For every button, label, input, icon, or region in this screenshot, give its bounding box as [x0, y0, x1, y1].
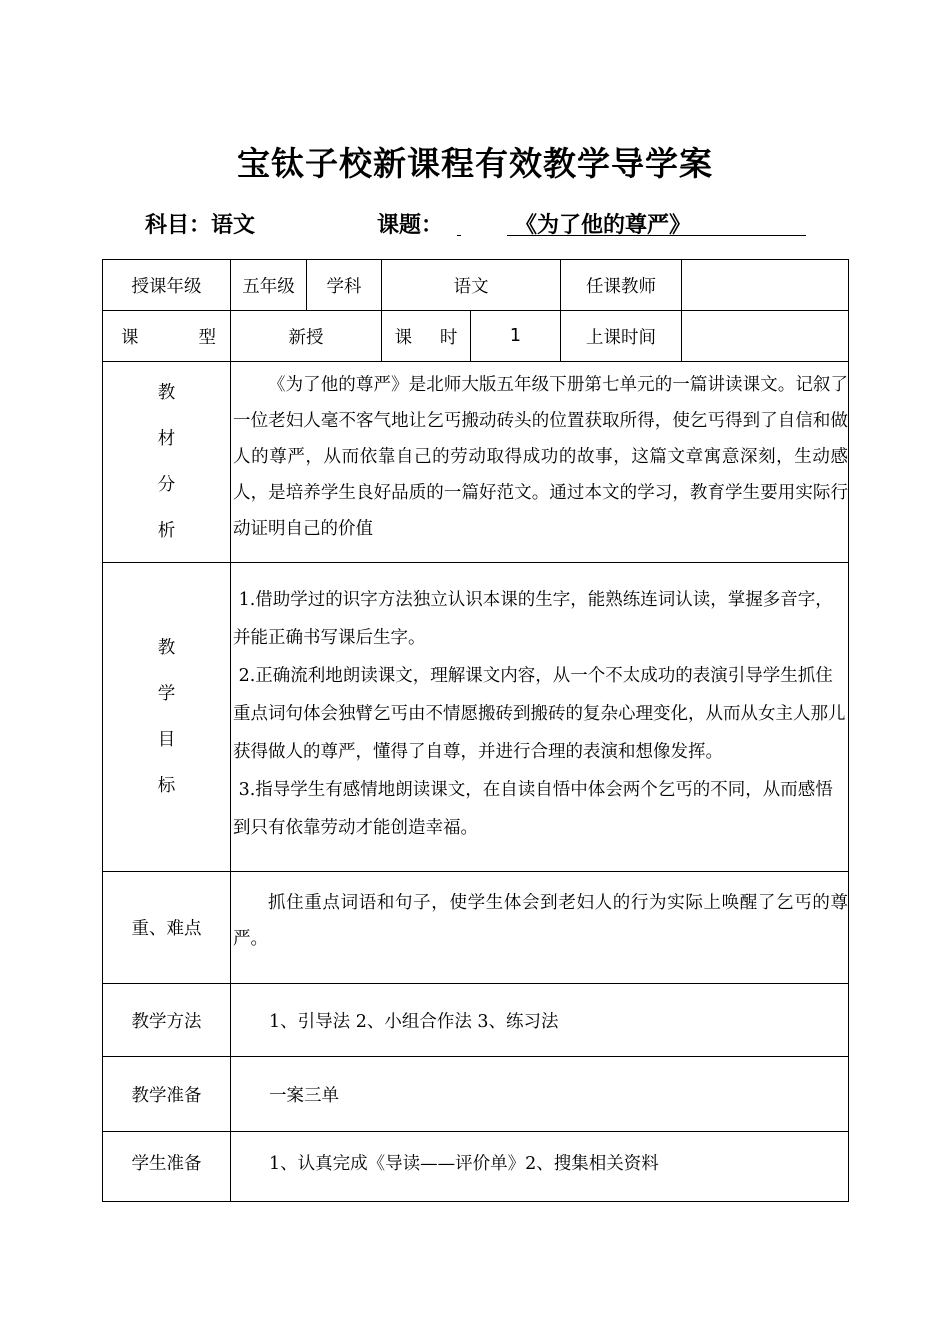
method-text: 1、引导法 2、小组合作法 3、练习法 [231, 984, 849, 1057]
analysis-label [103, 362, 231, 563]
time-label: 上课时间 [561, 311, 682, 362]
row-analysis [103, 362, 849, 563]
goals-label-char: 学 [157, 684, 176, 704]
analysis-text-cell [231, 362, 849, 563]
analysis-text: 《为了他的尊严》是北师大版五年级下册第七单元的一篇讲读课文。记叙了一位老妇人毫不客气地让乞丐搬动砖头的位置获取所得，使乞丐得到了自信和做人的尊严，从而依靠自己的劳动取得成功的故事，这篇文章寓意深刻，生动感人，是培养学生良好品质的一篇好范文。通过本文的学习，教育学生要用实际行动证明自己的价值 [233, 375, 848, 539]
row-method [103, 984, 849, 1057]
subject-heading: 科目：语文 [145, 213, 256, 238]
goals-label-char: 标 [157, 776, 176, 796]
topic-underline-gap [457, 235, 461, 236]
period-value: 1 [471, 311, 561, 362]
row-student-prep [103, 1132, 849, 1202]
period-label [382, 311, 471, 362]
goals-text-cell [231, 563, 849, 872]
subject-label: 学科 [307, 260, 382, 311]
goals-label-char: 目 [157, 730, 176, 750]
method-label: 教学方法 [103, 984, 231, 1057]
teacher-value [682, 260, 849, 311]
key-points-cell [231, 872, 849, 984]
key-points-text: 抓住重点词语和句子，使学生体会到老妇人的行为实际上唤醒了乞丐的尊严。 [233, 893, 848, 949]
type-label [103, 311, 231, 362]
analysis-label-char: 教 [157, 383, 176, 403]
goal-item: 3.指导学生有感情地朗读课文，在自读自悟中体会两个乞丐的不同，从而感悟到只有依靠劳动才能创造幸福。 [233, 780, 833, 838]
analysis-label-char: 材 [157, 429, 176, 449]
analysis-label-char: 分 [157, 475, 176, 495]
document-title: 宝钛子校新课程有效教学导学案 [237, 144, 713, 183]
prep-label: 教学准备 [103, 1057, 231, 1132]
period-label-a: 课 [394, 327, 413, 348]
topic-label: 课题： [377, 213, 444, 238]
type-label-b: 型 [198, 327, 216, 348]
student-prep-text: 1、认真完成《导读——评价单》2、搜集相关资料 [231, 1132, 849, 1202]
type-label-a: 课 [121, 327, 139, 348]
lesson-plan-table [102, 259, 849, 1202]
topic-underline [507, 235, 806, 236]
row-type [103, 311, 849, 362]
prep-text: 一案三单 [231, 1057, 849, 1132]
goals-label [103, 563, 231, 872]
row-goals [103, 563, 849, 872]
goals-label-char: 教 [157, 638, 176, 658]
teacher-label: 任课教师 [561, 260, 682, 311]
grade-label: 授课年级 [103, 260, 231, 311]
row-prep [103, 1057, 849, 1132]
key-points-label: 重、难点 [103, 872, 231, 984]
goal-item: 1.借助学过的识字方法独立认识本课的生字，能熟练连词认读，掌握多音字，并能正确书写课后生字。 [233, 590, 833, 648]
topic-value: 《为了他的尊严》 [515, 213, 692, 238]
time-value [682, 311, 849, 362]
goal-item: 2.正确流利地朗读课文，理解课文内容，从一个不太成功的表演引导学生抓住重点词句体会独臂乞丐由不情愿搬砖到搬砖的复杂心理变化，从而从女主人那儿获得做人的尊严，懂得了自尊，并进行合理的表演和想像发挥。 [233, 666, 846, 762]
grade-value: 五年级 [231, 260, 307, 311]
period-label-b: 时 [439, 327, 458, 348]
analysis-label-char: 析 [157, 521, 176, 541]
student-prep-label: 学生准备 [103, 1132, 231, 1202]
subject-value: 语文 [382, 260, 561, 311]
row-grade [103, 260, 849, 311]
type-value: 新授 [231, 311, 382, 362]
row-key-points [103, 872, 849, 984]
